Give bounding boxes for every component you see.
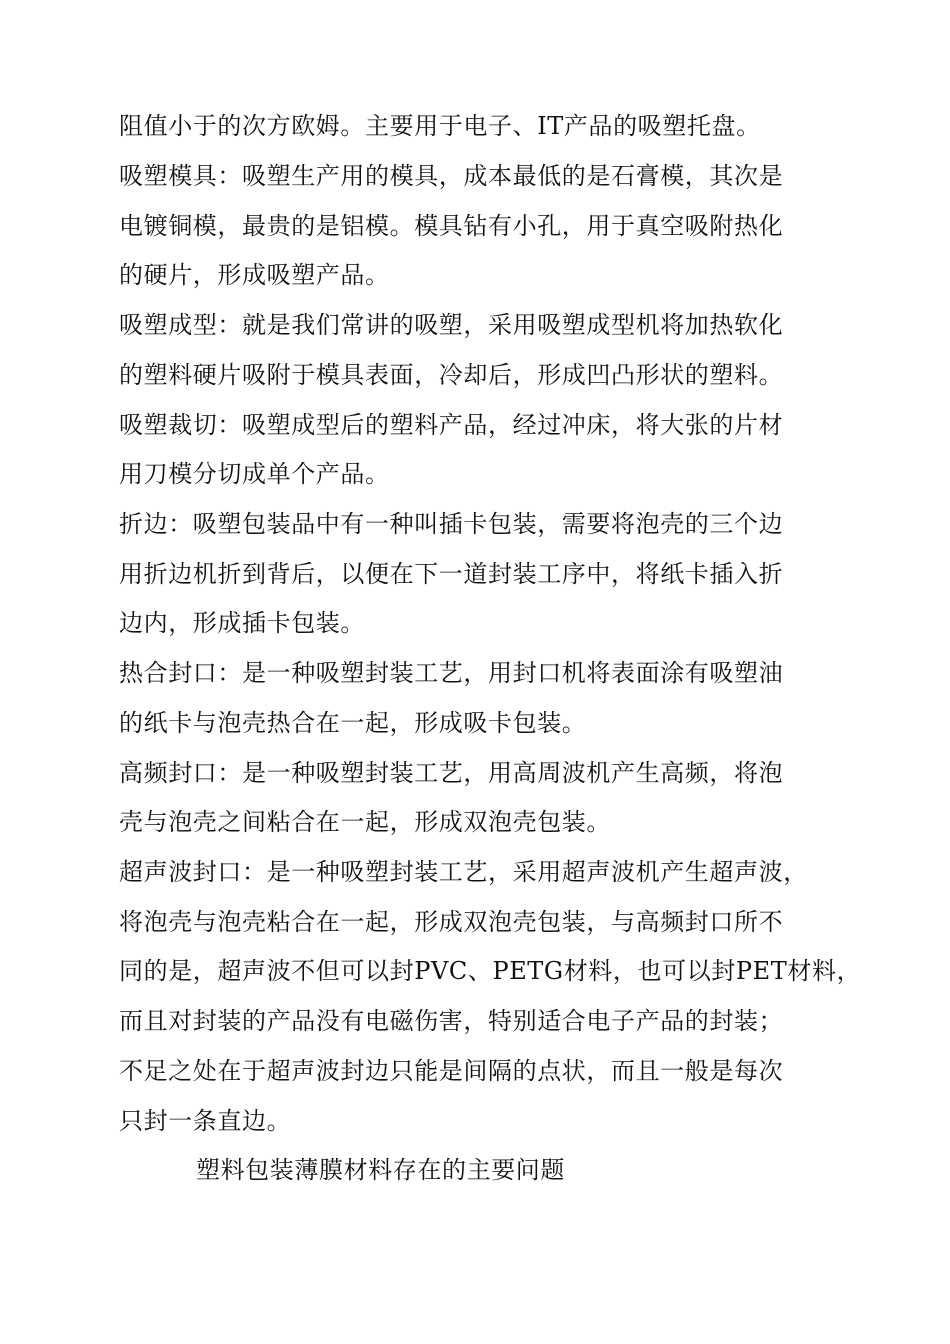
- section-heading: 塑料包装薄膜材料存在的主要问题: [196, 1156, 565, 1184]
- text-line: 壳与泡壳之间粘合在一起，形成双泡壳包装。: [119, 808, 611, 836]
- text-line: 而且对封装的产品没有电磁伤害，特别适合电子产品的封装；: [119, 1007, 784, 1035]
- text-line: 吸塑模具：吸塑生产用的模具，成本最低的是石膏模，其次是: [119, 162, 784, 190]
- text-line: 用刀模分切成单个产品。: [119, 460, 390, 488]
- text-line: 同的是，超声波不但可以封PVC、PETG材料，也可以封PET材料，: [119, 957, 862, 985]
- text-line: 折边：吸塑包装品中有一种叫插卡包装，需要将泡壳的三个边: [119, 510, 784, 538]
- text-line: 吸塑成型：就是我们常讲的吸塑，采用吸塑成型机将加热软化: [119, 311, 784, 339]
- text-line: 的纸卡与泡壳热合在一起，形成吸卡包装。: [119, 709, 587, 737]
- text-line: 电镀铜模，最贵的是铝模。模具钻有小孔，用于真空吸附热化: [119, 212, 784, 240]
- text-line: 不足之处在于超声波封边只能是间隔的点状，而且一般是每次: [119, 1057, 784, 1085]
- text-line: 将泡壳与泡壳粘合在一起，形成双泡壳包装，与高频封口所不: [119, 908, 784, 936]
- text-line: 阻值小于的次方欧姆。主要用于电子、IT产品的吸塑托盘。: [119, 112, 761, 140]
- text-line: 只封一条直边。: [119, 1107, 292, 1135]
- text-line: 超声波封口：是一种吸塑封装工艺，采用超声波机产生超声波，: [119, 858, 808, 886]
- text-line: 用折边机折到背后，以便在下一道封装工序中，将纸卡插入折: [119, 560, 784, 588]
- text-line: 的塑料硬片吸附于模具表面，冷却后，形成凹凸形状的塑料。: [119, 361, 784, 389]
- text-line: 的硬片，形成吸塑产品。: [119, 261, 390, 289]
- text-line: 边内，形成插卡包装。: [119, 609, 365, 637]
- text-line: 吸塑裁切：吸塑成型后的塑料产品，经过冲床，将大张的片材: [119, 411, 784, 439]
- text-line: 高频封口：是一种吸塑封装工艺，用高周波机产生高频，将泡: [119, 759, 784, 787]
- text-line: 热合封口：是一种吸塑封装工艺，用封口机将表面涂有吸塑油: [119, 659, 784, 687]
